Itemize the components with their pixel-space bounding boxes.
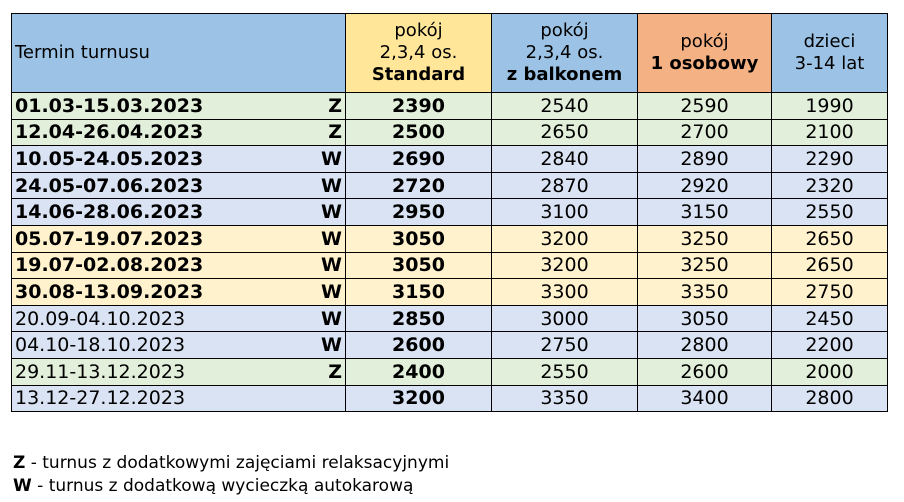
single-price-cell: 3150 — [638, 199, 772, 226]
table-row — [12, 93, 888, 120]
legend-w-text: - turnus z dodatkową wycieczką autokarową — [31, 476, 414, 496]
balcony-price-cell: 3100 — [492, 199, 638, 226]
children-price-cell: 2320 — [772, 172, 888, 199]
term-cell — [12, 279, 346, 306]
children-header — [772, 14, 888, 93]
term-dates: 29.11-13.12.2023 — [15, 360, 186, 383]
term-header: Termin turnusu — [12, 14, 346, 93]
term-code: Z — [328, 94, 342, 117]
children-price-cell: 2650 — [772, 252, 888, 279]
single-price-cell: 3400 — [638, 385, 772, 412]
standard-price-cell: 3150 — [346, 279, 492, 306]
term-dates: 04.10-18.10.2023 — [15, 334, 186, 357]
term-code: W — [321, 227, 342, 250]
single-price-cell: 2800 — [638, 332, 772, 359]
term-cell — [12, 172, 346, 199]
balcony-price-cell: 3350 — [492, 385, 638, 412]
balcony-price-cell: 2750 — [492, 332, 638, 359]
balcony-price-cell: 2550 — [492, 358, 638, 385]
standard-price-cell: 2720 — [346, 172, 492, 199]
balcony-header-line2: 2,3,4 os. — [525, 42, 604, 63]
standard-price-cell: 3200 — [346, 385, 492, 412]
table-row — [12, 225, 888, 252]
standard-price-cell: 3050 — [346, 252, 492, 279]
term-cell — [12, 119, 346, 146]
standard-price-cell: 2500 — [346, 119, 492, 146]
balcony-price-cell: 2540 — [492, 93, 638, 120]
balcony-price-cell: 3200 — [492, 252, 638, 279]
header-row — [12, 14, 888, 93]
children-price-cell: 2650 — [772, 225, 888, 252]
legend-z — [13, 452, 449, 474]
children-price-cell: 2100 — [772, 119, 888, 146]
term-dates: 01.03-15.03.2023 — [15, 94, 204, 117]
legend-w-key: W — [13, 476, 32, 496]
balcony-price-cell: 2650 — [492, 119, 638, 146]
term-code: W — [321, 201, 342, 224]
term-code: W — [321, 334, 342, 357]
standard-price-cell: 2400 — [346, 358, 492, 385]
balcony-header-line3: z balkonem — [506, 64, 623, 85]
term-code: W — [321, 280, 342, 303]
table-row — [12, 332, 888, 359]
table-row — [12, 199, 888, 226]
standard-header — [346, 14, 492, 93]
term-cell — [12, 146, 346, 173]
term-cell — [12, 199, 346, 226]
table-row — [12, 119, 888, 146]
single-price-cell: 3350 — [638, 279, 772, 306]
balcony-price-cell: 3200 — [492, 225, 638, 252]
single-price-cell: 2600 — [638, 358, 772, 385]
term-code: Z — [328, 360, 342, 383]
table-row — [12, 385, 888, 412]
term-cell — [12, 305, 346, 332]
term-dates: 12.04-26.04.2023 — [15, 121, 204, 144]
legend-w — [13, 475, 413, 497]
standard-header-line2: 2,3,4 os. — [379, 42, 458, 63]
single-room-header — [638, 14, 772, 93]
single-price-cell: 2890 — [638, 146, 772, 173]
table-row — [12, 172, 888, 199]
term-code: W — [321, 174, 342, 197]
children-price-cell: 2000 — [772, 358, 888, 385]
term-code: W — [321, 254, 342, 277]
term-cell — [12, 358, 346, 385]
term-dates: 30.08-13.09.2023 — [15, 280, 204, 303]
table-row — [12, 305, 888, 332]
term-dates: 19.07-02.08.2023 — [15, 254, 204, 277]
standard-price-cell: 2390 — [346, 93, 492, 120]
term-cell — [12, 93, 346, 120]
balcony-price-cell: 2840 — [492, 146, 638, 173]
term-code: W — [321, 307, 342, 330]
children-price-cell: 2200 — [772, 332, 888, 359]
children-price-cell: 1990 — [772, 93, 888, 120]
term-dates: 05.07-19.07.2023 — [15, 227, 204, 250]
table-row — [12, 146, 888, 173]
term-cell — [12, 332, 346, 359]
children-price-cell: 2550 — [772, 199, 888, 226]
single-header-line1: pokój — [680, 31, 729, 52]
children-header-line2: 3-14 lat — [794, 53, 865, 74]
children-header-line1: dzieci — [803, 31, 856, 52]
children-price-cell: 2750 — [772, 279, 888, 306]
children-price-cell: 2800 — [772, 385, 888, 412]
standard-price-cell: 2600 — [346, 332, 492, 359]
balcony-price-cell: 3000 — [492, 305, 638, 332]
single-price-cell: 3250 — [638, 225, 772, 252]
term-dates: 20.09-04.10.2023 — [15, 307, 186, 330]
term-cell — [12, 225, 346, 252]
single-price-cell: 2590 — [638, 93, 772, 120]
balcony-price-cell: 2870 — [492, 172, 638, 199]
term-dates: 14.06-28.06.2023 — [15, 201, 204, 224]
balcony-header-line1: pokój — [540, 20, 589, 41]
legend-z-key: Z — [13, 453, 26, 473]
standard-price-cell: 2950 — [346, 199, 492, 226]
term-dates: 10.05-24.05.2023 — [15, 147, 204, 170]
single-price-cell: 2920 — [638, 172, 772, 199]
table-row — [12, 279, 888, 306]
single-price-cell: 2700 — [638, 119, 772, 146]
legend-z-text: - turnus z dodatkowymi zajęciami relaksacyjnymi — [25, 453, 450, 473]
standard-header-line1: pokój — [394, 20, 443, 41]
term-code: Z — [328, 121, 342, 144]
term-code: W — [321, 147, 342, 170]
term-dates: 13.12-27.12.2023 — [15, 387, 186, 410]
standard-price-cell: 3050 — [346, 225, 492, 252]
children-price-cell: 2450 — [772, 305, 888, 332]
balcony-price-cell: 3300 — [492, 279, 638, 306]
table-row — [12, 358, 888, 385]
standard-price-cell: 2850 — [346, 305, 492, 332]
single-header-line2: 1 osobowy — [650, 53, 759, 74]
table-row — [12, 252, 888, 279]
single-price-cell: 3250 — [638, 252, 772, 279]
price-table — [11, 13, 888, 412]
term-cell — [12, 385, 346, 412]
term-cell — [12, 252, 346, 279]
children-price-cell: 2290 — [772, 146, 888, 173]
single-price-cell: 3050 — [638, 305, 772, 332]
standard-header-line3: Standard — [371, 64, 466, 85]
term-dates: 24.05-07.06.2023 — [15, 174, 204, 197]
standard-price-cell: 2690 — [346, 146, 492, 173]
balcony-header — [492, 14, 638, 93]
